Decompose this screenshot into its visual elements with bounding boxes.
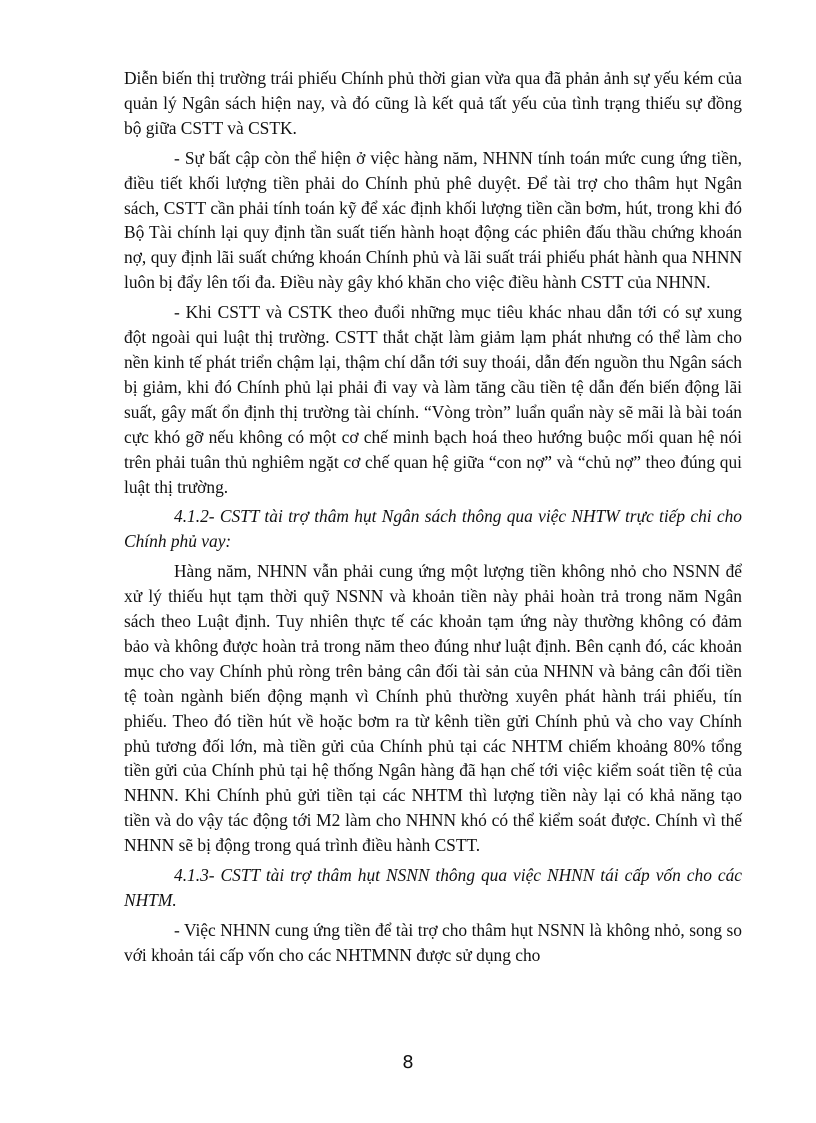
paragraph-intro: Diễn biến thị trường trái phiếu Chính phủ thời gian vừa qua đã phản ảnh sự yếu kém của quản lý Ngân sách hiện nay, và đó cũng là kết quả tất yếu của tình trạng thiếu sự đồng bộ giữa CSTT và CSTK. [124,68,742,138]
page-number: 8 [402,1052,414,1073]
paragraph-annual-supply: Hàng năm, NHNN vẫn phải cung ứng một lượng tiền không nhỏ cho NSNN để xử lý thiếu hụt tạm thời quỹ NSNN và khoản tiền này phải hoàn trả trong năm Ngân sách theo Luật định. Tuy nhiên thực tế các khoản tạm ứng này thường không có đảm bảo và không được hoàn trả trong năm theo đúng như luật định. Bên cạnh đó, các khoản mục cho vay Chính phủ ròng trên bảng cân đối tài sản của NHNN và bảng cân đối tiền tệ toàn ngành biến động mạnh vì Chính phủ thường xuyên phát hành trái phiếu, tín phiếu. Theo đó tiền hút về hoặc bơm ra từ kênh tiền gửi Chính phủ và cho vay Chính phủ tương đối lớn, mà tiền gửi của Chính phủ tại các NHTM chiếm khoảng 80% tổng tiền gửi của Chính phủ tại hệ thống Ngân hàng đã hạn chế tới việc kiểm soát tiền tệ của NHNN. Khi Chính phủ gửi tiền tại các NHTM thì lượng tiền này lại có khả năng tạo tiền và do vậy tác động tới M2 làm cho NHNN khó có thể kiểm soát được. Chính vì thế NHNN sẽ bị động trong quá trình điều hành CSTT. [124,561,742,856]
document-page [124,66,742,973]
section-heading-4-1-2: 4.1.2- CSTT tài trợ thâm hụt Ngân sách thông qua việc NHTW trực tiếp chi cho Chính phủ vay: [124,506,742,552]
section-heading-4-1-3: 4.1.3- CSTT tài trợ thâm hụt NSNN thông qua việc NHNN tái cấp vốn cho các NHTM. [124,865,742,910]
paragraph-conflict: - Khi CSTT và CSTK theo đuổi những mục tiêu khác nhau dẫn tới có sự xung đột ngoài qui luật thị trường. CSTT thắt chặt làm giảm lạm phát nhưng có thể làm cho nền kinh tế phát triển chậm lại, thậm chí dẫn tới suy thoái, dẫn đến nguồn thu Ngân sách bị giảm, khi đó Chính phủ lại phải đi vay và làm tăng cầu tiền tệ dẫn đến biến động lãi suất, gây mất ổn định thị trường tài chính. “Vòng tròn” luẩn quẩn này sẽ mãi là bài toán cực khó gỡ nếu không có một cơ chế minh bạch hoá theo hướng buộc mối quan hệ nói trên phải tuân thủ nghiêm ngặt cơ chế quan hệ giữa “con nợ” và “chủ nợ” theo đúng qui luật thị trường. [124,302,742,497]
paragraph-inadequacy: - Sự bất cập còn thể hiện ở việc hàng năm, NHNN tính toán mức cung ứng tiền, điều tiết khối lượng tiền phải do Chính phủ phê duyệt. Để tài trợ cho thâm hụt Ngân sách, CSTT cần phải tính toán kỹ để xác định khối lượng tiền cần bơm, hút, trong khi đó Bộ Tài chính lại quy định tần suất tiến hành hoạt động các phiên đấu thầu chứng khoán nợ, quy định lãi suất chứng khoán Chính phủ và lãi suất trái phiếu phát hành qua NHNN luôn bị đẩy lên tối đa. Điều này gây khó khăn cho việc điều hành CSTT của NHNN. [124,147,742,293]
paragraph-refinancing: - Việc NHNN cung ứng tiền để tài trợ cho thâm hụt NSNN là không nhỏ, song so với khoản tái cấp vốn cho các NHTMNN được sử dụng cho [124,919,742,965]
